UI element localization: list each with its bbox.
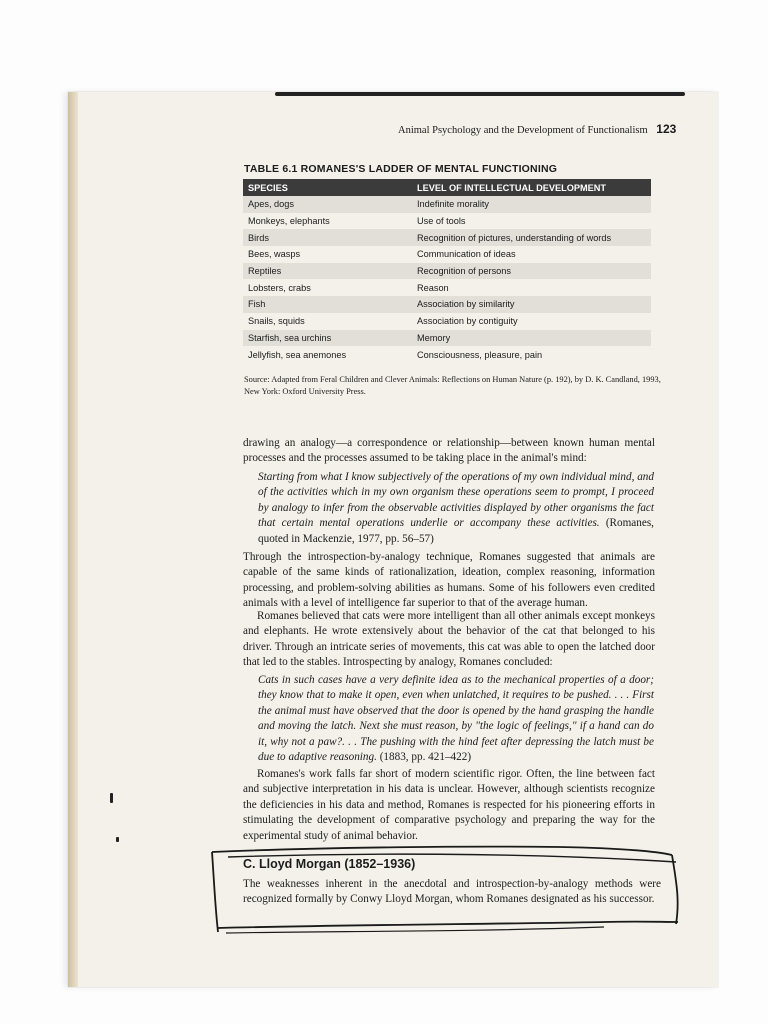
species-cell: Fish (248, 299, 266, 310)
level-cell: Communication of ideas (417, 249, 516, 260)
species-cell: Starfish, sea urchins (248, 332, 332, 343)
level-cell: Recognition of persons (417, 266, 511, 277)
level-cell: Recognition of pictures, understanding of words (417, 232, 612, 243)
species-cell: Snails, squids (248, 316, 305, 327)
species-cell: Monkeys, elephants (248, 216, 330, 227)
species-cell: Reptiles (248, 266, 282, 277)
paragraph-analogy: drawing an analogy—a correspondence or relationship—between known human mental processes and the processes assumed to be taking place in the animal's mind: (243, 437, 655, 465)
table-source-note: Source: Adapted from Feral Children and Clever Animals: Reflections on Human Nature (p. 192), by D. K. Candland, 1993, New York: Oxford University Press. (244, 375, 661, 396)
species-cell: Lobsters, crabs (248, 282, 311, 293)
ink-stroke-right (672, 855, 678, 924)
species-cell: Birds (248, 232, 269, 243)
species-cell: Bees, wasps (248, 249, 301, 260)
table-caption: TABLE 6.1 ROMANES'S LADDER OF MENTAL FUNCTIONING (244, 163, 558, 175)
level-cell: Association by similarity (417, 299, 515, 310)
paragraph-introspection: Through the introspection-by-analogy technique, Romanes suggested that animals are capable of the same kinds of rationalization, ideation, complex reasoning, information processing, and problem-solving abilities as humans. Some of his followers even credited animals with a level of intelligence far superior to that of the average human. (243, 551, 655, 610)
quote-citation: (1883, pp. 421–422) (376, 751, 472, 764)
paragraph-cats: Romanes believed that cats were more intelligent than all other animals except monkeys and elephants. He wrote extensively about the behavior of the cat that belonged to his driver. Through an intricate series of movements, this cat was able to open the latched door that led to the stables. Introspecting by analogy, Romanes concluded: (243, 610, 655, 669)
section-heading: C. Lloyd Morgan (1852–1936) (243, 857, 416, 871)
level-cell: Consciousness, pleasure, pain (417, 349, 543, 360)
level-cell: Use of tools (417, 216, 466, 227)
level-cell: Memory (417, 332, 451, 343)
page-number: 123 (656, 122, 677, 136)
level-cell: Reason (417, 282, 449, 293)
quote-text: Cats in such cases have a very definite idea as to the mechanical properties of a door; they know that to make it open, even when unlatched, it requires to be pushed. . . . First the animal must have observed that the door is opened by the hand grasping the handle and moving the latch. Next she must reason, by "the logic of feelings," if a hand can do it, why not a paw?. . . The pushing with the hind feet after depressing the latch must be due to adaptive reasoning. (258, 674, 654, 764)
species-cell: Apes, dogs (248, 199, 294, 210)
level-cell: Association by contiguity (417, 316, 518, 327)
ink-stroke-left (212, 852, 218, 932)
running-head-title: Animal Psychology and the Development of Functionalism (398, 125, 648, 136)
level-cell: Indefinite morality (417, 199, 490, 210)
paragraph-rigor: Romanes's work falls far short of modern scientific rigor. Often, the line between fact and subjective interpretation in his data is unclear. However, although scientists recognize the deficiencies in his data and method, Romanes is respected for his pioneering efforts in stimulating the development of comparative psychology and preparing the way for the experimental study of animal behavior. (243, 768, 655, 842)
quote-citation: (Romanes, quoted in Mackenzie, 1977, pp. 56–57) (258, 517, 654, 545)
ink-stroke-bottom-2 (226, 927, 604, 933)
column-header-level: LEVEL OF INTELLECTUAL DEVELOPMENT (417, 182, 607, 193)
ink-stroke-bottom (218, 922, 678, 928)
paragraph-morgan: The weaknesses inherent in the anecdotal and introspection-by-analogy methods were recognized formally by Conwy Lloyd Morgan, whom Romanes designated as his successor. (243, 878, 661, 906)
ink-stroke-top-2 (228, 854, 676, 862)
quote-text: Starting from what I know subjectively of the operations of my own individual mind, and of the activities which in my own organism these operations seem to prompt, I proceed by analogy to infer from the observable activities displayed by other organisms the fact that certain mental operations underlie or accompany these activities. (258, 471, 654, 530)
column-header-species: SPECIES (248, 182, 288, 193)
species-cell: Jellyfish, sea anemones (248, 349, 347, 360)
